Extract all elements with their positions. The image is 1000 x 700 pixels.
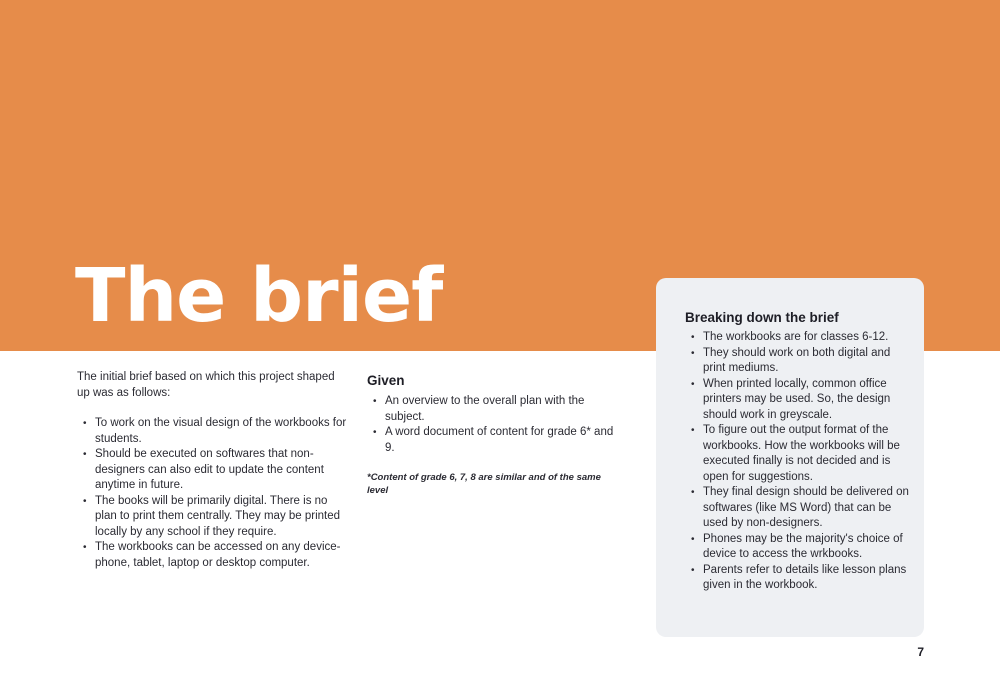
brief-intro: The initial brief based on which this project shaped up was as follows: — [77, 371, 335, 399]
breakdown-item: • Parents refer to details like lesson plans given in the workbook. — [685, 563, 910, 594]
given-column — [367, 372, 622, 497]
breakdown-item: • Phones may be the majority's choice of device to access the wrkbooks. — [685, 532, 910, 563]
brief-item: • The books will be primarily digital. There is no plan to print them centrally. They may be printed locally by any school if they require. — [77, 494, 347, 541]
brief-list — [77, 416, 347, 571]
given-footnote: *Content of grade 6, 7, 8 are similar and of the same level — [367, 472, 601, 496]
breakdown-item: • They should work on both digital and print mediums. — [685, 346, 910, 377]
breakdown-item: • The workbooks are for classes 6-12. — [685, 330, 910, 346]
brief-item: • The workbooks can be accessed on any device- phone, tablet, laptop or desktop computer. — [77, 540, 347, 571]
brief-item: • Should be executed on softwares that non-designers can also edit to update the content anytime in future. — [77, 447, 347, 494]
page-title: The brief — [75, 253, 443, 339]
breakdown-item: • When printed locally, common office printers may be used. So, the design should work in greyscale. — [685, 377, 910, 424]
brief-item: • To work on the visual design of the workbooks for students. — [77, 416, 347, 447]
breakdown-card — [656, 278, 924, 637]
brief-column — [77, 370, 347, 571]
given-list — [367, 394, 622, 456]
given-item: • A word document of content for grade 6* and 9. — [367, 425, 622, 456]
breakdown-heading: Breaking down the brief — [685, 310, 839, 325]
breakdown-item: • To figure out the output format of the workbooks. How the workbooks will be executed finally is not decided and is open for suggestions. — [685, 423, 910, 485]
page-number: 7 — [917, 645, 924, 659]
given-item: • An overview to the overall plan with the subject. — [367, 394, 622, 425]
breakdown-item: • They final design should be delivered on softwares (like MS Word) that can be used by non-designers. — [685, 485, 910, 532]
given-heading: Given — [367, 373, 405, 388]
breakdown-list — [685, 330, 910, 594]
